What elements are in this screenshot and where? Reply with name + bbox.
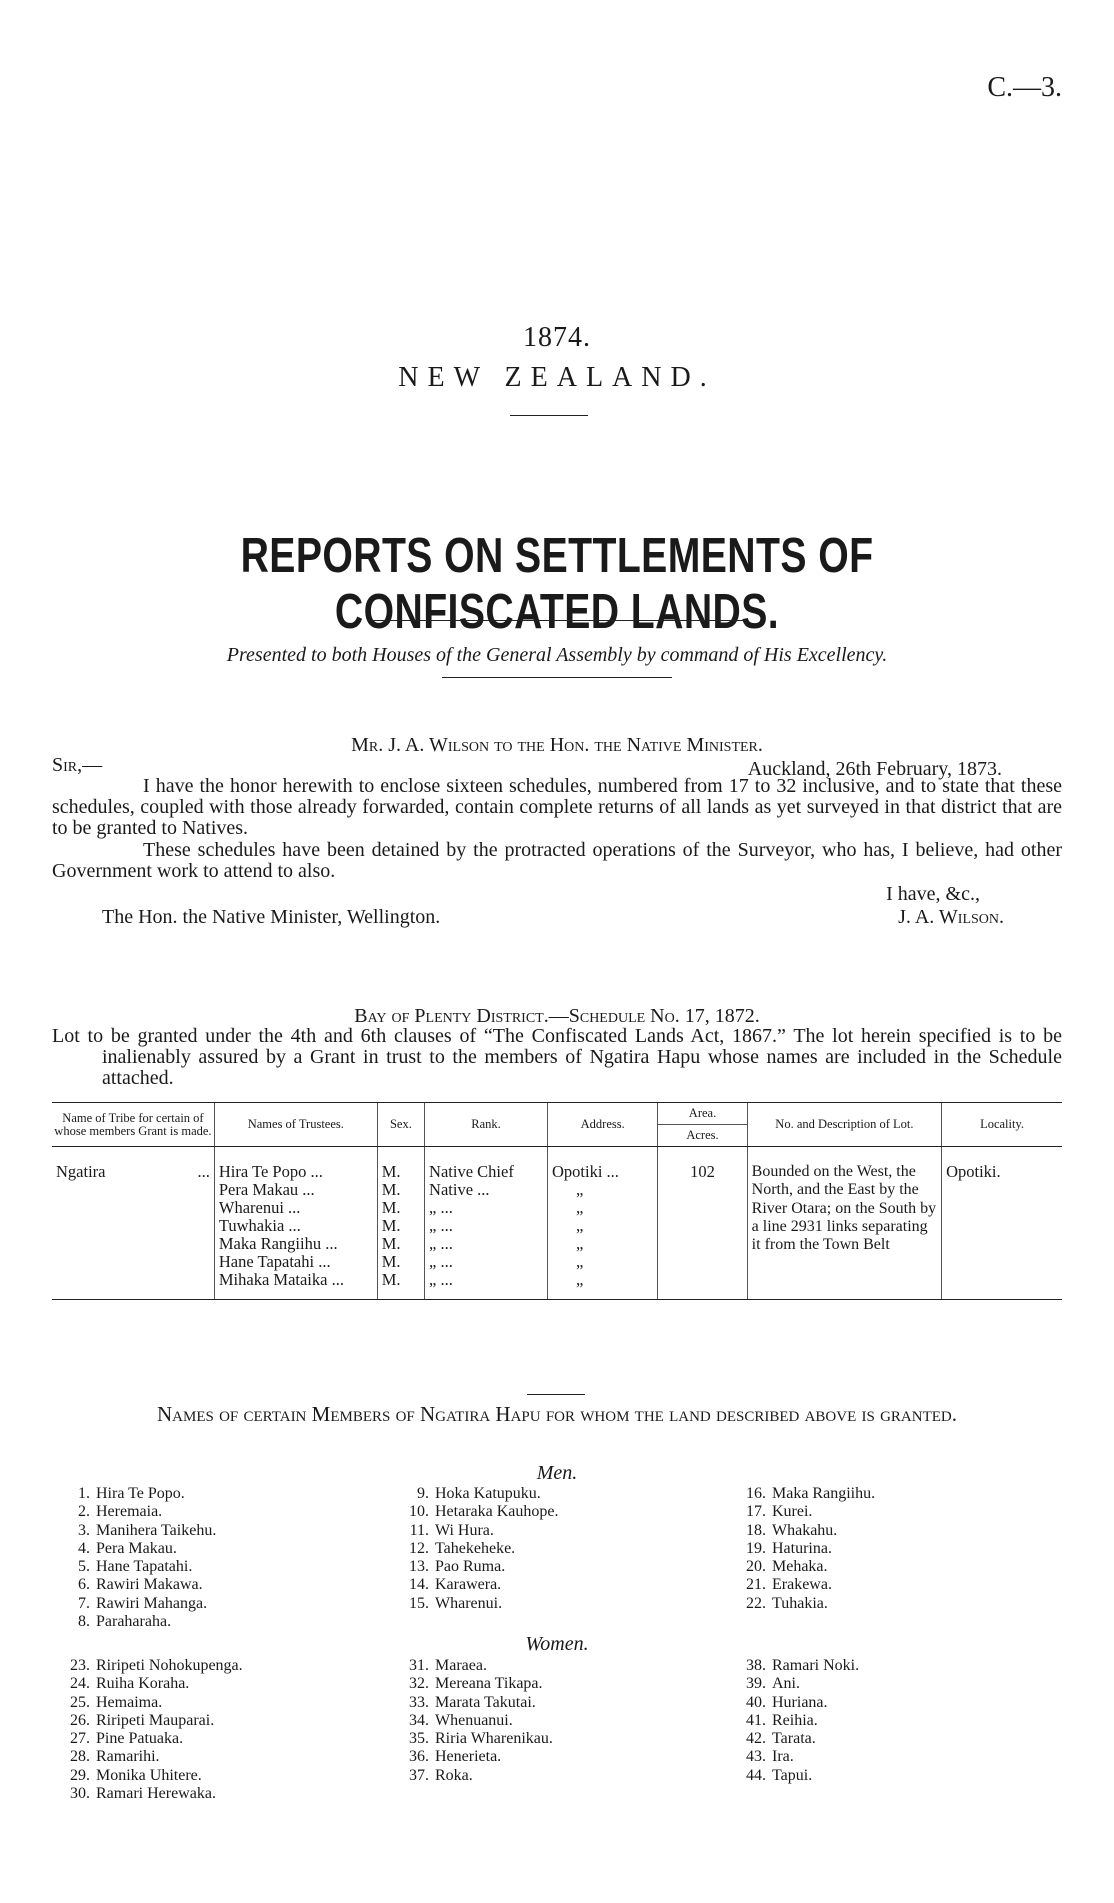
list-item-name: Ani. [772,1675,800,1693]
list-item-number: 30. [70,1785,90,1803]
list-item-number: 18. [746,1521,766,1539]
list-item-name: Ramari Noki. [772,1657,860,1674]
schedule-table [52,1102,1062,1300]
list-item [58,1540,216,1558]
list-item [734,1522,875,1540]
list-item-number: 33. [409,1693,429,1711]
header-tribe: Name of Tribe for certain of whose members Grant is made. [52,1103,214,1147]
address-cell [548,1147,658,1300]
list-item-number: 25. [70,1693,90,1711]
list-item-name: Ira. [772,1748,794,1766]
list-item-name: Rawiri Makawa. [96,1576,203,1594]
list-item-name: Rawiri Mahanga. [96,1594,208,1612]
list-item [734,1595,875,1613]
list-item-name: Tarata. [772,1730,816,1748]
sex-value: M. [381,1162,401,1181]
list-item-name: Hetaraka Kauhope. [435,1503,559,1521]
list-item-name: Reihia. [772,1711,818,1729]
list-item [58,1613,216,1631]
men-column-3 [734,1485,875,1613]
tribe-dots: ... [197,1162,210,1181]
list-item-name: Huriana. [772,1693,828,1711]
letter-signature: J. A. Wilson. [898,906,1004,928]
trustee-name: Wharenui ... [218,1198,301,1217]
list-item [58,1558,216,1576]
list-item-number: 3. [78,1521,90,1539]
locality-cell: Opotiki. [942,1147,1062,1300]
letter-closing: I have, &c., [886,883,980,905]
letter-salutation: Sir,— [52,754,103,776]
list-item-name: Pao Ruma. [435,1558,506,1576]
list-item [58,1595,216,1613]
list-item-number: 17. [746,1503,766,1521]
sex-cell [377,1147,424,1300]
list-item [734,1712,859,1730]
list-item-number: 37. [409,1766,429,1784]
address-value: Opotiki ... [552,1162,619,1181]
address-value: „ [576,1252,584,1271]
list-item-name: Maraea. [435,1657,487,1674]
list-item-number: 21. [746,1576,766,1594]
list-item-name: Marata Takutai. [435,1693,536,1711]
list-item [397,1694,553,1712]
divider [527,1394,585,1395]
list-item-number: 10. [409,1503,429,1521]
trustee-name: Pera Makau ... [218,1180,315,1199]
women-heading: Women. [525,1633,589,1655]
list-item [397,1675,553,1693]
page-code: C.—3. [987,72,1062,103]
trustee-name: Hane Tapatahi ... [218,1252,331,1271]
divider [510,415,588,416]
list-item-name: Roka. [435,1766,473,1784]
list-item [397,1485,559,1503]
list-item-number: 5. [78,1558,90,1576]
list-item [397,1522,559,1540]
rank-value: Native Chief [429,1162,514,1181]
list-item-name: Riria Wharenikau. [435,1730,553,1748]
list-item-number: 20. [746,1558,766,1576]
list-item-number: 42. [746,1730,766,1748]
list-item-name: Mehaka. [772,1558,828,1576]
names-heading: Names of certain Members of Ngatira Hapu for whom the land described above is granted. [156,1402,958,1426]
list-item-name: Hira Te Popo. [96,1485,185,1502]
letter-paragraph-2: These schedules have been detained by the protracted operations of the Surveyor, who has, I believe, had other Government work to attend to also. [52,839,1062,882]
women-column-2 [397,1657,553,1785]
list-item [58,1785,243,1803]
list-item-number: 4. [78,1539,90,1557]
letter-paragraph-1: I have the honor herewith to enclose sixteen schedules, numbered from 17 to 32 inclusive, and to state that these schedules, coupled with those already forwarded, contain complete returns of all lands as yet surveyed in that district that are to be granted to Natives. [52,775,1062,839]
trustee-name: Maka Rangiihu ... [218,1234,338,1253]
header-address: Address. [548,1103,658,1147]
rank-cell [425,1147,548,1300]
list-item [397,1730,553,1748]
sex-value: M. [381,1198,401,1217]
list-item-name: Haturina. [772,1539,832,1557]
men-column-2 [397,1485,559,1613]
trustees-cell [214,1147,377,1300]
list-item-name: Erakewa. [772,1576,832,1594]
list-item [58,1730,243,1748]
list-item-number: 39. [746,1675,766,1693]
list-item-number: 28. [70,1748,90,1766]
list-item-number: 6. [78,1576,90,1594]
report-year: 1874. [523,322,591,353]
rank-value: „ ... [429,1234,453,1253]
list-item-name: Karawera. [435,1576,502,1594]
lot-text: Lot to be granted under the 4th and 6th clauses of “The Confiscated Lands Act, 1867.” The lot herein specified is to be inalienably assured by a Grant in trust to the members of Ngatira Hapu whose names are included in the Schedule attached. [52,1025,1062,1089]
list-item [397,1657,553,1675]
list-item [734,1657,859,1675]
list-item-name: Kurei. [772,1503,813,1521]
letter-dateline: Auckland, 26th February, 1873. [747,758,1002,780]
tribe-cell [52,1147,214,1300]
list-item-number: 41. [746,1711,766,1729]
list-item-number: 7. [78,1594,90,1612]
list-item [734,1576,875,1594]
list-item-name: Ramari Herewaka. [96,1785,216,1803]
list-item-number: 16. [746,1485,766,1502]
list-item-name: Tapui. [772,1766,813,1784]
list-item-number: 35. [409,1730,429,1748]
rank-value: Native ... [429,1180,490,1199]
rank-value: „ ... [429,1198,453,1217]
list-item-number: 36. [409,1748,429,1766]
list-item-name: Whakahu. [772,1521,838,1539]
list-item [734,1767,859,1785]
list-item-number: 38. [746,1657,766,1674]
trustee-name: Tuwhakia ... [218,1216,301,1235]
sex-value: M. [381,1234,401,1253]
list-item-name: Pera Makau. [96,1539,177,1557]
list-item-number: 19. [746,1539,766,1557]
list-item [734,1748,859,1766]
sex-value: M. [381,1216,401,1235]
list-item [58,1522,216,1540]
divider [442,677,672,678]
letter-addressee: The Hon. the Native Minister, Wellington. [102,906,441,928]
list-item-name: Ramarihi. [96,1748,160,1766]
list-item-number: 8. [78,1613,90,1631]
table-row [52,1147,1062,1300]
address-value: „ [576,1216,584,1235]
list-item-number: 43. [746,1748,766,1766]
list-item-name: Hoka Katupuku. [435,1485,541,1502]
women-column-1 [58,1657,243,1803]
list-item [397,1558,559,1576]
address-value: „ [576,1234,584,1253]
list-item [58,1657,243,1675]
list-item [734,1540,875,1558]
address-value: „ [576,1270,584,1289]
list-item [58,1576,216,1594]
list-item [397,1748,553,1766]
sex-value: M. [381,1180,401,1199]
list-item-name: Whenuanui. [435,1711,513,1729]
list-item-number: 26. [70,1711,90,1729]
list-item-name: Tuhakia. [772,1594,828,1612]
list-item [58,1748,243,1766]
list-item-name: Hemaima. [96,1693,163,1711]
list-item [397,1576,559,1594]
list-item-name: Riripeti Nohokupenga. [96,1657,243,1674]
list-item-number: 11. [409,1521,429,1539]
letter-heading: Mr. J. A. Wilson to the Hon. the Native Minister. [351,734,763,756]
header-rank: Rank. [425,1103,548,1147]
trustee-name: Mihaka Mataika ... [218,1270,344,1289]
women-column-3 [734,1657,859,1785]
list-item-name: Wharenui. [435,1594,503,1612]
list-item-number: 13. [409,1558,429,1576]
list-item [397,1712,553,1730]
description-cell: Bounded on the West, the North, and the East by the River Otara; on the South by a line 2931 links separating it from the Town Belt [747,1147,941,1300]
rank-value: „ ... [429,1252,453,1271]
list-item [397,1503,559,1521]
list-item-number: 32. [409,1675,429,1693]
list-item-number: 31. [409,1657,429,1674]
men-column-1 [58,1485,216,1631]
trustee-name: Hira Te Popo ... [218,1162,323,1181]
list-item-name: Paraharaha. [96,1613,172,1631]
list-item [397,1595,559,1613]
address-value: „ [576,1180,584,1199]
list-item-name: Heremaia. [96,1503,163,1521]
header-area: Area. [658,1103,747,1125]
sex-value: M. [381,1252,401,1271]
address-value: „ [576,1198,584,1217]
list-item-name: Riripeti Mauparai. [96,1711,215,1729]
list-item-number: 40. [746,1693,766,1711]
men-heading: Men. [536,1462,578,1484]
list-item [58,1712,243,1730]
tribe-name: Ngatira [56,1162,106,1181]
acres-cell: 102 [658,1147,747,1300]
list-item-name: Pine Patuaka. [96,1730,184,1748]
list-item [734,1730,859,1748]
list-item [734,1675,859,1693]
header-acres: Acres. [658,1125,747,1147]
list-item-name: Manihera Taikehu. [96,1521,217,1539]
list-item [397,1540,559,1558]
list-item-number: 24. [70,1675,90,1693]
list-item-number: 27. [70,1730,90,1748]
list-item [58,1675,243,1693]
list-item-name: Maka Rangiihu. [772,1485,876,1502]
list-item-number: 9. [417,1485,429,1502]
presented-line: Presented to both Houses of the General Assembly by command of His Excellency. [226,644,888,666]
list-item [58,1485,216,1503]
list-item-number: 14. [409,1576,429,1594]
schedule-heading: Bay of Plenty District.—Schedule No. 17, 1872. [354,1005,760,1027]
header-locality: Locality. [942,1103,1062,1147]
list-item [58,1503,216,1521]
list-item [734,1558,875,1576]
list-item-number: 34. [409,1711,429,1729]
list-item [58,1767,243,1785]
list-item-name: Wi Hura. [435,1521,494,1539]
list-item-name: Henerieta. [435,1748,502,1766]
list-item [734,1694,859,1712]
list-item-number: 2. [78,1503,90,1521]
list-item-number: 23. [70,1657,90,1674]
header-description: No. and Description of Lot. [747,1103,941,1147]
list-item-name: Ruiha Koraha. [96,1675,190,1693]
list-item-number: 1. [78,1485,90,1502]
list-item-number: 22. [746,1594,766,1612]
list-item-name: Hane Tapatahi. [96,1558,193,1576]
list-item-name: Mereana Tikapa. [435,1675,543,1693]
header-sex: Sex. [377,1103,424,1147]
list-item-number: 15. [409,1594,429,1612]
sex-value: M. [381,1270,401,1289]
header-trustees: Names of Trustees. [214,1103,377,1147]
list-item-number: 29. [70,1766,90,1784]
list-item [734,1485,875,1503]
rank-value: „ ... [429,1216,453,1235]
country-heading: NEW ZEALAND. [398,362,716,393]
divider [368,620,746,621]
list-item [58,1694,243,1712]
page-title: REPORTS ON SETTLEMENTS OF CONFISCATED LANDS. [240,529,874,639]
rank-value: „ ... [429,1270,453,1289]
lot-description [52,1026,1062,1089]
list-item-name: Monika Uhitere. [96,1766,202,1784]
list-item [734,1503,875,1521]
list-item-name: Tahekeheke. [435,1539,516,1557]
list-item-number: 12. [409,1539,429,1557]
list-item [397,1767,553,1785]
list-item-number: 44. [746,1766,766,1784]
